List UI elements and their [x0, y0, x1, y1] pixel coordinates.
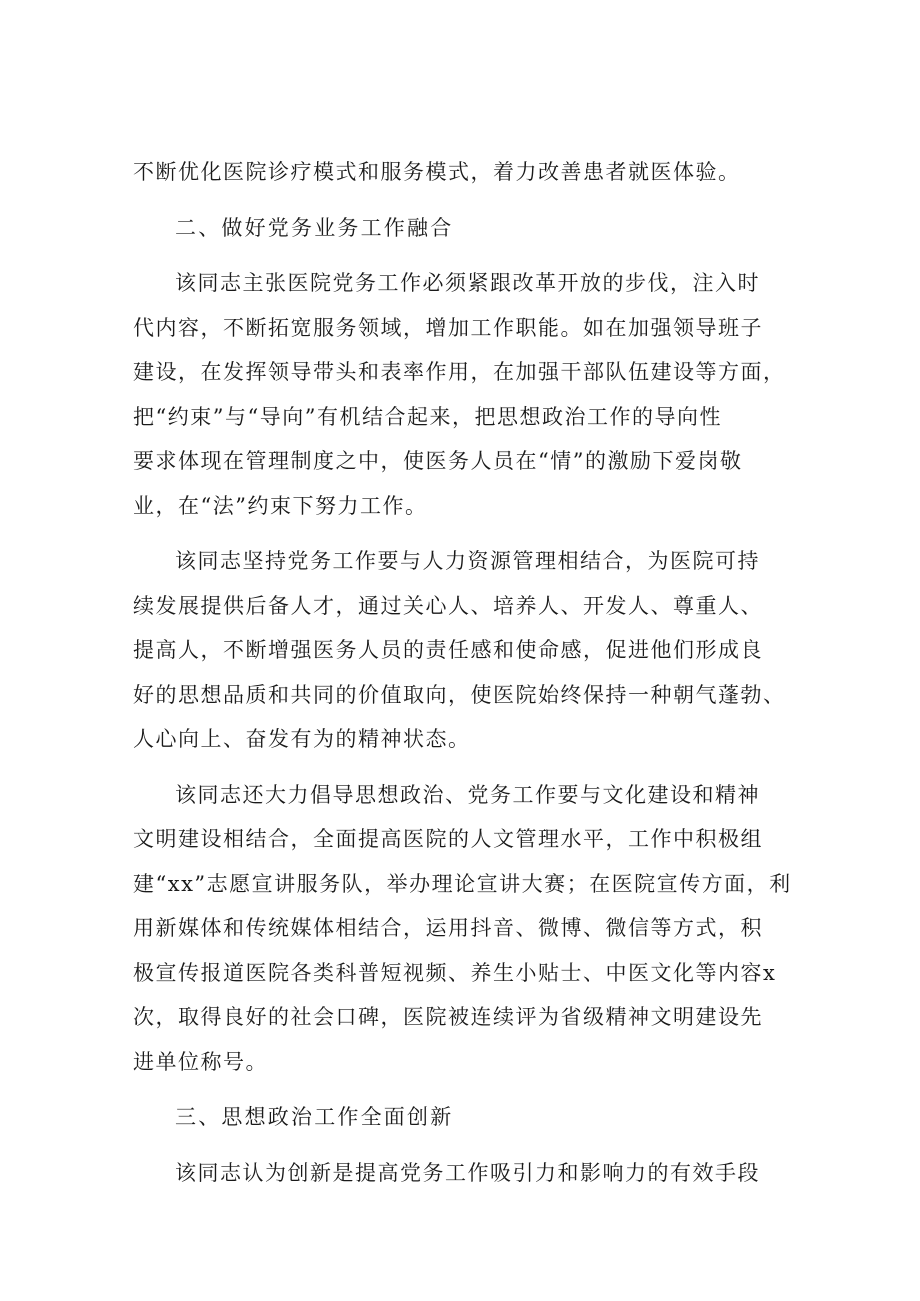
document-body: [133, 150, 798, 1195]
text-line: 用新媒体和传统媒体相结合，运用抖音、微博、微信等方式，积: [133, 916, 763, 940]
text-line: 该同志主张医院党务工作必须紧跟改革开放的步伐，注入时: [175, 271, 760, 295]
text-line: 要求体现在管理制度之中，使医务人员在“情”的激励下爱岗敬: [133, 449, 743, 473]
text-line: 续发展提供后备人才，通过关心人、培养人、开发人、尊重人、: [133, 593, 763, 618]
paragraph-gap: [133, 1140, 798, 1151]
text-line: 极宣传报道医院各类科普短视频、养生小贴士、中医文化等内容x: [133, 960, 777, 985]
text-line: 代内容，不断拓宽服务领域，增加工作职能。如在加强领导班子: [133, 315, 763, 340]
text-line: 建设，在发挥领导带头和表率作用，在加强干部队伍建设等方面，: [133, 360, 786, 384]
text-line: 进单位称号。: [133, 1049, 268, 1074]
text-line: 建“xx”志愿宣讲服务队，举办理论宣讲大赛；在医院宣传方面，利: [133, 871, 792, 896]
text-line: 次，取得良好的社会口碑，医院被连续评为省级精神文明建设先: [133, 1005, 763, 1029]
text-line: 该同志认为创新是提高党务工作吸引力和影响力的有效手段: [175, 1160, 760, 1185]
text-line: 把“约束”与“导向”有机结合起来，把思想政治工作的导向性: [133, 404, 722, 429]
paragraph-gap: [133, 528, 798, 539]
text-line: 该同志还大力倡导思想政治、党务工作要与文化建设和精神: [175, 782, 760, 807]
text-line: 不断优化医院诊疗模式和服务模式，着力改善患者就医体验。: [133, 160, 741, 184]
paragraph-gap: [133, 762, 798, 773]
text-line: 业，在“法”约束下努力工作。: [133, 493, 428, 518]
text-line: 人心向上、奋发有为的精神状态。: [133, 727, 471, 751]
text-line: 好的思想品质和共同的价值取向，使医院始终保持一种朝气蓬勃、: [133, 682, 786, 707]
text-line: 文明建设相结合，全面提高医院的人文管理水平，工作中积极组: [133, 827, 763, 851]
paragraph-gap: [133, 1084, 798, 1095]
paragraph-gap: [133, 195, 798, 206]
paragraph-gap: [133, 250, 798, 261]
section-heading: 二、做好党务业务工作融合: [175, 215, 454, 240]
section-heading: 三、思想政治工作全面创新: [175, 1105, 454, 1129]
text-line: 该同志坚持党务工作要与人力资源管理相结合，为医院可持: [175, 549, 760, 573]
text-line: 提高人，不断增强医务人员的责任感和使命感，促进他们形成良: [133, 638, 763, 662]
